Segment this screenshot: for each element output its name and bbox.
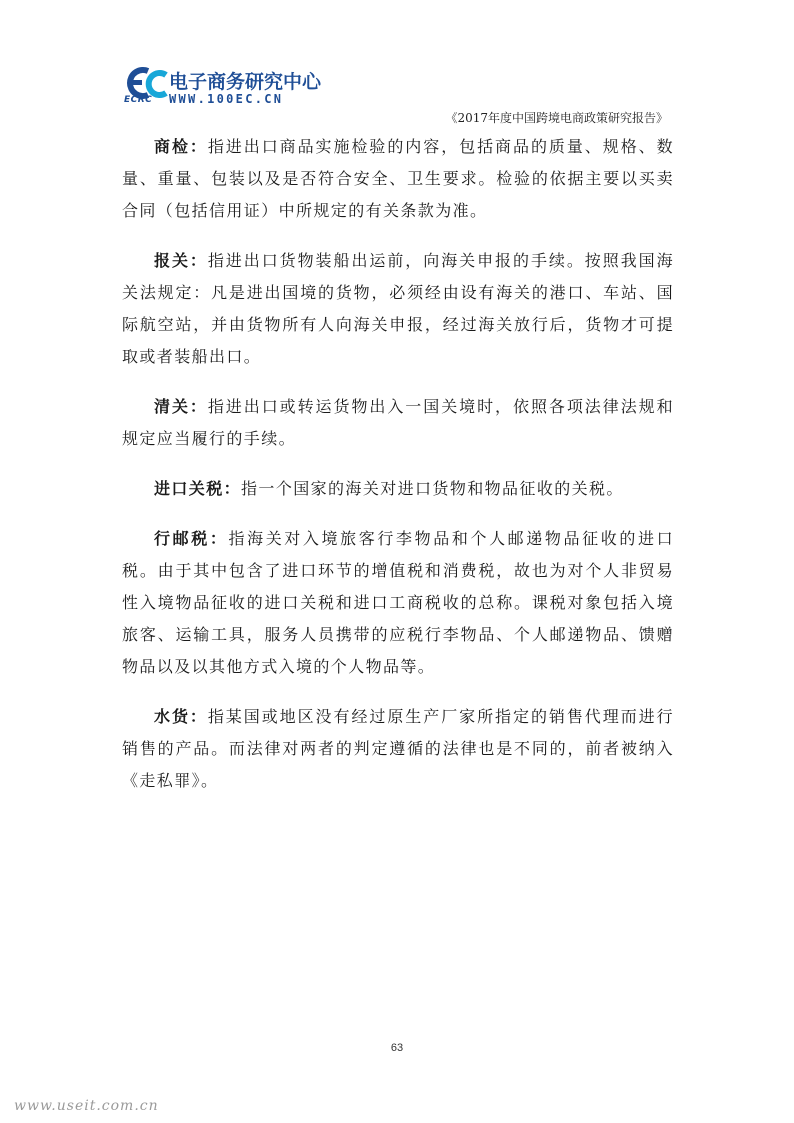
glossary-term: 商检： xyxy=(154,137,208,156)
glossary-entry xyxy=(122,131,674,227)
ecrc-logo xyxy=(122,66,322,110)
glossary-term: 水货： xyxy=(154,707,208,726)
glossary-definition: 指海关对入境旅客行李物品和个人邮递物品征收的进口税。由于其中包含了进口环节的增值税和消费税，故也为对个人非贸易性入境物品征收的进口关税和进口工商税收的总称。课税对象包括入境旅客、运输工具，服务人员携带的应税行李物品、个人邮递物品、馈赠物品以及以其他方式入境的个人物品等。 xyxy=(122,529,674,676)
logo-abbr: ECRC xyxy=(124,95,153,105)
glossary-definition: 指一个国家的海关对进口货物和物品征收的关税。 xyxy=(241,479,624,498)
glossary-term: 清关： xyxy=(154,397,208,416)
logo-title: 电子商务研究中心 xyxy=(169,71,322,93)
glossary-body xyxy=(122,131,674,815)
glossary-definition: 指进出口或转运货物出入一国关境时，依照各项法律法规和规定应当履行的手续。 xyxy=(122,397,675,448)
logo-url: WWW.100EC.CN xyxy=(169,92,284,106)
glossary-entry xyxy=(122,701,674,797)
glossary-term: 进口关税： xyxy=(154,479,242,498)
glossary-definition: 指进出口货物装船出运前，向海关申报的手续。按照我国海关法规定：凡是进出国境的货物，必须经由设有海关的港口、车站、国际航空站，并由货物所有人向海关申报，经过海关放行后，货物才可提取或者装船出口。 xyxy=(122,251,675,366)
glossary-term: 行邮税： xyxy=(154,529,229,548)
glossary-entry xyxy=(122,391,674,455)
report-title: 《2017年度中国跨境电商政策研究报告》 xyxy=(445,111,668,125)
glossary-entry xyxy=(122,473,674,505)
page-number: 63 xyxy=(390,1042,404,1054)
glossary-definition: 指进出口商品实施检验的内容，包括商品的质量、规格、数量、重量、包装以及是否符合安全、卫生要求。检验的依据主要以买卖合同（包括信用证）中所规定的有关条款为准。 xyxy=(122,137,675,220)
watermark: www.useit.com.cn xyxy=(14,1098,159,1114)
glossary-entry xyxy=(122,245,674,373)
glossary-definition: 指某国或地区没有经过原生产厂家所指定的销售代理而进行销售的产品。而法律对两者的判定遵循的法律也是不同的，前者被纳入《走私罪》。 xyxy=(122,707,675,790)
glossary-term: 报关： xyxy=(154,251,208,270)
glossary-entry xyxy=(122,523,674,683)
